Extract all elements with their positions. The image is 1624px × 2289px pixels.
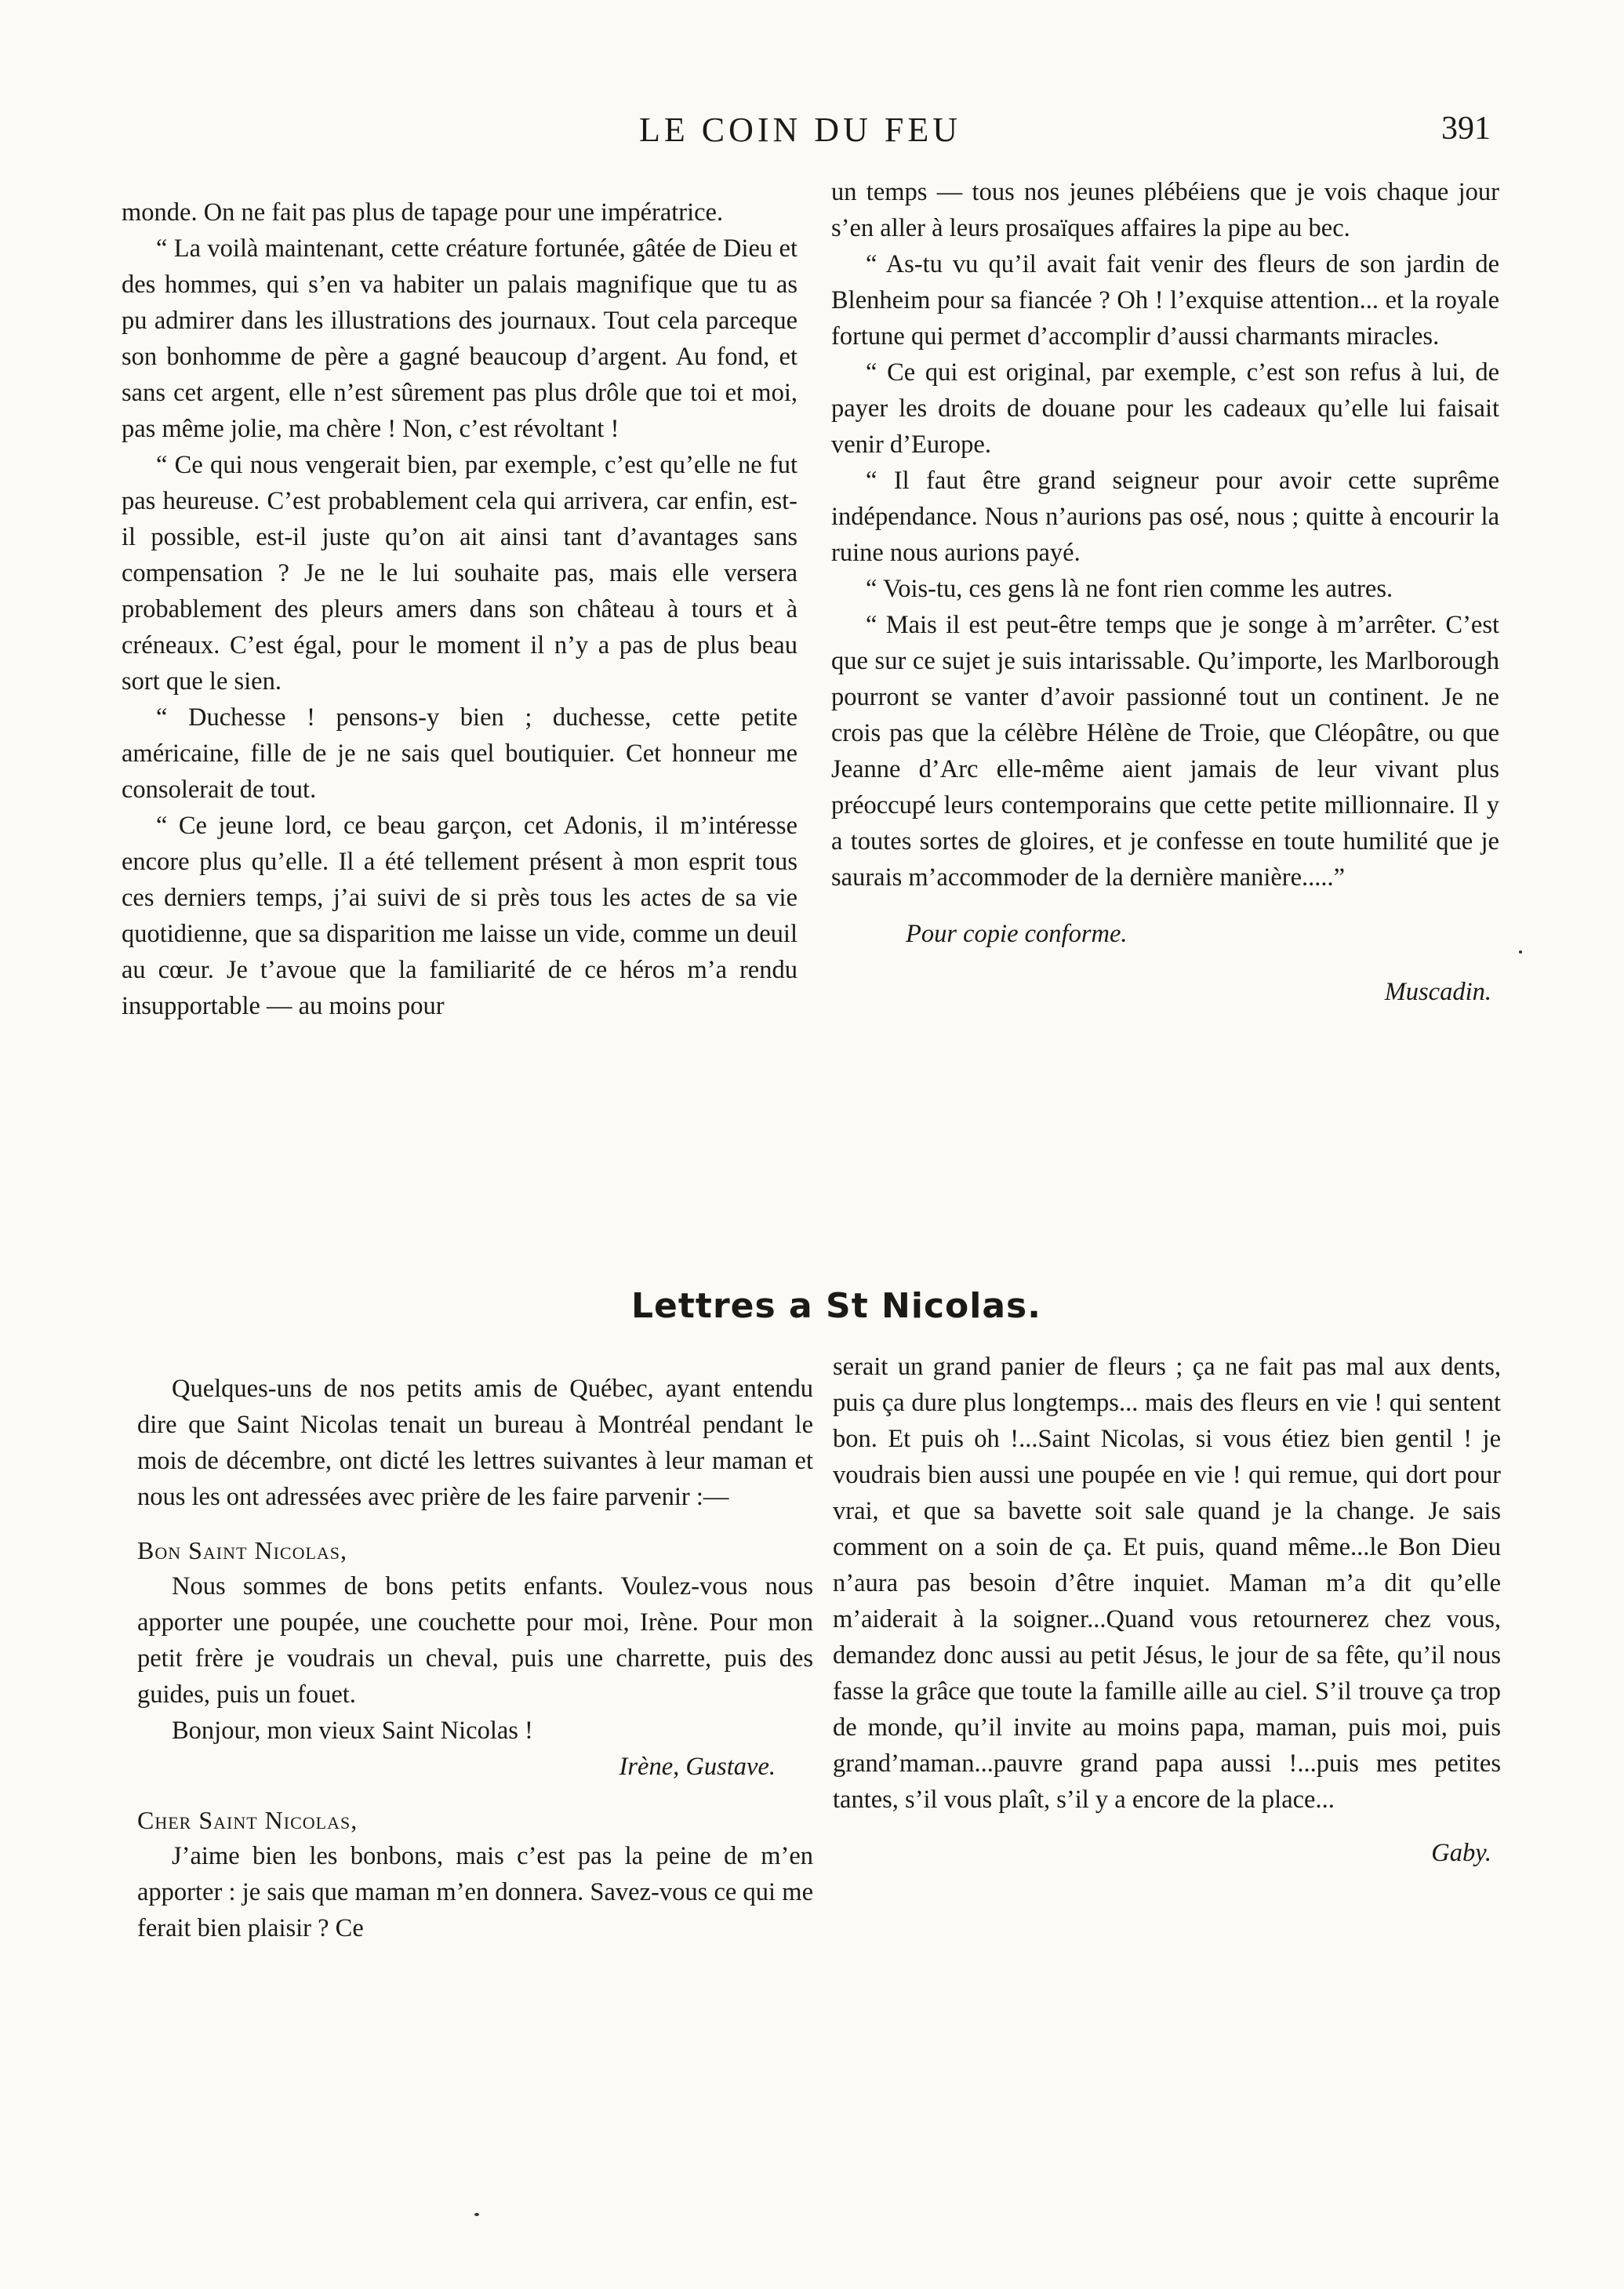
letter1-signature: Irène, Gustave. xyxy=(619,1753,776,1781)
article2-right-column xyxy=(833,1349,1501,1871)
page-number: 391 xyxy=(1441,111,1491,147)
letter1-salutation: Bon Saint Nicolas, xyxy=(137,1536,348,1564)
running-title: LE COIN DU FEU xyxy=(639,111,961,149)
paragraph: “ Ce jeune lord, ce beau garçon, cet Adonis, il m’intéresse encore plus qu’elle. Il a été tellement présent à mon esprit tous ces derniers temps, j’ai suivi de si près tous les actes de sa vie quotidienne, que sa disparition me laisse un vide, comme un deuil au cœur. Je t’avoue que la familiarité de ce héros m’a rendu insupportable — au moins pour xyxy=(122,812,797,1020)
article1-right-column xyxy=(831,174,1499,1010)
paragraph: “ Vois-tu, ces gens là ne font rien comme les autres. xyxy=(866,575,1393,603)
paragraph: “ La voilà maintenant, cette créature fortunée, gâtée de Dieu et des hommes, qui s’en va habiter un palais magnifique que tu as pu admirer dans les illustrations des journaux. Tout cela parceque son bonhomme de père a gagné beaucoup d’argent. Au fond, et sans cet argent, elle n’est sûrement pas plus drôle que toi et moi, pas même jolie, ma chère ! Non, c’est révoltant ! xyxy=(122,234,797,443)
letter1-body: Nous sommes de bons petits enfants. Voulez-vous nous apporter une poupée, une couchette pour moi, Irène. Pour mon petit frère je voudrais un cheval, puis une charrette, puis des guides, puis un fouet. xyxy=(137,1572,813,1709)
paragraph: “ Ce qui est original, par exemple, c’est son refus à lui, de payer les droits de douane pour les cadeaux qu’elle lui faisait venir d’Europe. xyxy=(831,358,1499,459)
author-signature: Muscadin. xyxy=(1384,978,1491,1006)
section-title: Lettres a St Nicolas. xyxy=(631,1286,1041,1326)
paragraph: “ Duchesse ! pensons-y bien ; duchesse, cette petite américaine, fille de je ne sais quel boutiquier. Cet honneur me consolerait de tout. xyxy=(122,703,797,804)
letter2-body-continued: serait un grand panier de fleurs ; ça ne fait pas mal aux dents, puis ça dure plus longtemps... mais des fleurs en vie ! qui sentent bon. Et puis oh !...Saint Nicolas, si vous étiez bien gentil ! je voudrais bien aussi une poupée en vie ! qui remue, qui dort pour vrai, et que sa bavette soit sale quand je la change. Je sais comment on a soin de ça. Et puis, quand même...le Bon Dieu n’aura pas besoin d’être inquiet. Maman m’a dit qu’elle m’aiderait à la soigner...Quand vous retournerez chez vous, demandez donc aussi au petit Jésus, le jour de sa fête, qu’il nous fasse la grâce que toute la famille aille au ciel. S’il trouve ça trop de monde, qu’il invite au moins papa, maman, puis moi, puis grand’maman...pauvre grand papa aussi !...puis mes petites tantes, s’il vous plaît, s’il y a encore de la place... xyxy=(833,1353,1501,1814)
running-head xyxy=(0,110,1624,157)
paragraph: un temps — tous nos jeunes plébéiens que je vois chaque jour s’en aller à leurs prosaïques affaires la pipe au bec. xyxy=(831,178,1499,242)
article2-left-column xyxy=(137,1371,813,1946)
letter1-closing: Bonjour, mon vieux Saint Nicolas ! xyxy=(172,1717,533,1745)
closing-line: Pour copie conforme. xyxy=(906,920,1128,948)
article1-left-column xyxy=(122,194,797,1024)
paragraph: “ Mais il est peut-être temps que je songe à m’arrêter. C’est que sur ce sujet je suis intarissable. Qu’importe, les Marlborough pourront se vanter d’avoir passionné tout un continent. Je ne crois pas que la célèbre Hélène de Troie, que Cléopâtre, ou que Jeanne d’Arc elle-même aient jamais de leur vivant plus préoccupé leurs contemporains que cette petite millionnaire. Il y a toutes sortes de gloires, et je confesse en toute humilité que je saurais m’accommoder de la dernière manière.....” xyxy=(831,611,1499,892)
letter2-salutation: Cher Saint Nicolas, xyxy=(137,1806,358,1834)
paragraph: “ As-tu vu qu’il avait fait venir des fleurs de son jardin de Blenheim pour sa fiancée ? Oh ! l’exquise attention... et la royale fortune qui permet d’accomplir d’aussi charmants miracles. xyxy=(831,250,1499,351)
paragraph: “ Ce qui nous vengerait bien, par exemple, c’est qu’elle ne fut pas heureuse. C’est probablement cela qui arrivera, car enfin, est-il possible, est-il juste qu’on ait ainsi tant d’avantages sans compensation ? Je ne le lui souhaite pas, mais elle versera probablement des pleurs amers dans son château à tours et à créneaux. C’est égal, pour le moment il n’y a pas de plus beau sort que le sien. xyxy=(122,451,797,696)
letter2-body-start: J’aime bien les bonbons, mais c’est pas la peine de m’en apporter : je sais que maman m’en donnera. Savez-vous ce qui me ferait bien plaisir ? Ce xyxy=(137,1842,813,1942)
paragraph: monde. On ne fait pas plus de tapage pour une impératrice. xyxy=(122,198,724,227)
paragraph: “ Il faut être grand seigneur pour avoir cette suprême indépendance. Nous n’aurions pas osé, nous ; quitte à encourir la ruine nous aurions payé. xyxy=(831,467,1499,567)
print-speck xyxy=(1519,950,1522,954)
letter2-signature: Gaby. xyxy=(1431,1839,1491,1867)
print-speck xyxy=(474,2213,479,2216)
intro-paragraph: Quelques-uns de nos petits amis de Québec, ayant entendu dire que Saint Nicolas tenait un bureau à Montréal pendant le mois de décembre, ont dicté les lettres suivantes à leur maman et nous les ont adressées avec prière de les faire parvenir :— xyxy=(137,1375,813,1511)
